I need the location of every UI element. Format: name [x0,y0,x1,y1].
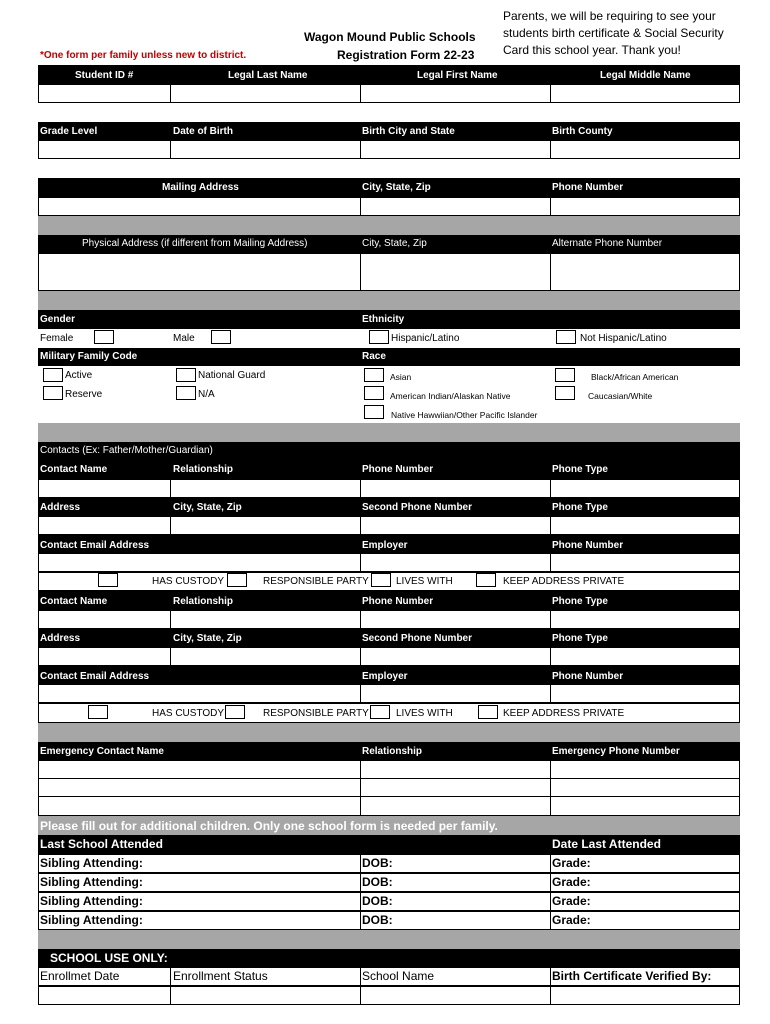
active-checkbox[interactable] [43,368,63,382]
parent-notice-line-3: Card this school year. Thank you! [503,43,681,57]
emergency-relationship-input[interactable] [360,778,551,797]
national-guard-label: National Guard [198,370,266,381]
na-label: N/A [198,389,215,400]
grade-level-input[interactable] [38,140,171,159]
school-name: Wagon Mound Public Schools [304,30,476,44]
enrollment-status-input[interactable] [170,986,361,1005]
phone-type-label: Phone Type [552,464,608,475]
second-phone-label: Second Phone Number [362,633,473,644]
hawaiian-checkbox[interactable] [364,405,384,419]
legal-middle-name-input[interactable] [550,84,740,103]
contact-phone-label: Phone Number [362,596,434,607]
not-hispanic-label: Not Hispanic/Latino [580,333,667,344]
gray-divider [38,291,740,310]
contacts-section-label: Contacts (Ex: Father/Mother/Guardian) [40,445,213,456]
alternate-phone-input[interactable] [550,253,740,291]
black-label: Black/African American [591,372,679,382]
national-guard-checkbox[interactable] [176,368,196,382]
legal-first-name-label: Legal First Name [417,70,498,81]
emergency-name-input[interactable] [38,760,361,779]
lives-with-label: LIVES WITH [396,576,453,587]
contact-address-label: Address [40,633,81,644]
sibling-grade-label: Grade: [552,856,591,870]
date-last-attended-label: Date Last Attended [552,837,661,851]
contact-city-input[interactable] [170,516,361,535]
reserve-label: Reserve [65,389,103,400]
mailing-city-input[interactable] [360,197,551,216]
birth-cert-label: Birth Certificate Verified By: [552,969,712,983]
parent-notice-line-1: Parents, we will be requiring to see your [503,9,716,23]
physical-address-input[interactable] [38,253,361,291]
keep-private-label: KEEP ADDRESS PRIVATE [503,708,625,719]
na-checkbox[interactable] [176,386,196,400]
legal-first-name-input[interactable] [360,84,551,103]
keep-private-checkbox[interactable] [476,573,496,587]
employer-phone-label: Phone Number [552,671,624,682]
asian-label: Asian [390,372,412,382]
caucasian-label: Caucasian/White [588,391,653,401]
sibling-attending-label: Sibling Attending: [40,875,143,889]
active-label: Active [65,370,93,381]
date-of-birth-label: Date of Birth [173,126,233,137]
emergency-relationship-label: Relationship [362,746,423,757]
sibling-attending-label: Sibling Attending: [40,894,143,908]
mailing-address-label: Mailing Address [162,182,239,193]
has-custody-label: HAS CUSTODY [152,708,225,719]
employer-phone-label: Phone Number [552,540,624,551]
hawaiian-label: Native Hawwiian/Other Pacific Islander [391,410,538,420]
student-id-label: Student ID # [75,70,134,81]
emergency-phone-input[interactable] [550,760,740,779]
relationship-input[interactable] [170,479,361,498]
sibling-dob-label: DOB: [362,913,393,927]
enrollment-date-label: Enrollmet Date [40,969,120,983]
school-name-input[interactable] [360,986,551,1005]
birth-cert-input[interactable] [550,986,740,1005]
phone-number-label: Phone Number [552,182,624,193]
legal-last-name-input[interactable] [170,84,361,103]
responsible-party-label: RESPONSIBLE PARTY [263,576,369,587]
relationship-label: Relationship [173,464,234,475]
contact-city-label: City, State, Zip [173,633,242,644]
sibling-attending-label: Sibling Attending: [40,913,143,927]
second-phone-label: Second Phone Number [362,502,473,513]
emergency-name-input[interactable] [38,778,361,797]
second-phone-input[interactable] [360,647,551,666]
female-label: Female [40,333,74,344]
not-hispanic-checkbox[interactable] [556,330,576,344]
emergency-relationship-input[interactable] [360,796,551,816]
reserve-checkbox[interactable] [43,386,63,400]
lives-with-checkbox[interactable] [371,573,391,587]
keep-private-checkbox[interactable] [478,705,498,719]
employer-input[interactable] [360,553,551,572]
physical-city-label: City, State, Zip [362,238,427,249]
family-note: *One form per family unless new to district. [40,50,247,61]
emergency-phone-label: Emergency Phone Number [552,746,680,757]
employer-label: Employer [362,540,408,551]
gray-divider [38,723,740,742]
has-custody-checkbox[interactable] [98,573,118,587]
school-use-title: SCHOOL USE ONLY: [50,951,168,965]
contact-email-input[interactable] [38,684,361,703]
student-id-input[interactable] [38,84,171,103]
employer-input[interactable] [360,684,551,703]
birth-county-label: Birth County [552,126,613,137]
emergency-name-input[interactable] [38,796,361,816]
form-title: Registration Form 22-23 [337,48,475,62]
has-custody-label: HAS CUSTODY [152,576,225,587]
american-indian-checkbox[interactable] [364,386,384,400]
contact-email-label: Contact Email Address [40,671,150,682]
enrollment-date-input[interactable] [38,986,171,1005]
birth-county-input[interactable] [550,140,740,159]
emergency-relationship-input[interactable] [360,760,551,779]
parent-notice-line-2: students birth certificate & Social Security [503,26,724,40]
sibling-dob-label: DOB: [362,894,393,908]
mailing-address-input[interactable] [38,197,361,216]
relationship-input[interactable] [170,610,361,629]
responsible-party-checkbox[interactable] [225,705,245,719]
american-indian-label: American Indian/Alaskan Native [390,391,511,401]
contact-city-input[interactable] [170,647,361,666]
physical-address-label: Physical Address (if different from Mailing Address) [82,238,308,249]
has-custody-checkbox[interactable] [88,705,108,719]
phone-type-label: Phone Type [552,596,608,607]
phone-type-input[interactable] [550,516,740,535]
gray-divider [38,423,740,442]
second-phone-input[interactable] [360,516,551,535]
military-family-code-label: Military Family Code [40,351,138,362]
spacer-row [38,103,740,122]
enrollment-status-label: Enrollment Status [173,969,268,983]
physical-city-input[interactable] [360,253,551,291]
legal-middle-name-label: Legal Middle Name [600,70,691,81]
male-label: Male [173,333,195,344]
keep-private-label: KEEP ADDRESS PRIVATE [503,576,625,587]
sibling-grade-label: Grade: [552,894,591,908]
sibling-grade-label: Grade: [552,875,591,889]
contact-name-input[interactable] [38,479,171,498]
emergency-phone-input[interactable] [550,796,740,816]
lives-with-checkbox[interactable] [370,705,390,719]
alternate-phone-label: Alternate Phone Number [552,238,663,249]
lives-with-label: LIVES WITH [396,708,453,719]
contact-name-input[interactable] [38,610,171,629]
contact-email-label: Contact Email Address [40,540,150,551]
black-checkbox[interactable] [555,368,575,382]
grade-level-label: Grade Level [40,126,98,137]
responsible-party-checkbox[interactable] [227,573,247,587]
female-checkbox[interactable] [94,330,114,344]
contact-address-label: Address [40,502,81,513]
mailing-city-label: City, State, Zip [362,182,431,193]
responsible-party-label: RESPONSIBLE PARTY [263,708,369,719]
employer-phone-input[interactable] [550,553,740,572]
hispanic-label: Hispanic/Latino [391,333,460,344]
birth-city-input[interactable] [360,140,551,159]
contact-phone-input[interactable] [360,479,551,498]
phone-type-input[interactable] [550,647,740,666]
contact-name-label: Contact Name [40,596,108,607]
legal-last-name-label: Legal Last Name [228,70,308,81]
gray-divider [38,216,740,235]
phone-type-input[interactable] [550,479,740,498]
gender-label: Gender [40,314,76,325]
sibling-dob-label: DOB: [362,875,393,889]
relationship-label: Relationship [173,596,234,607]
emergency-phone-input[interactable] [550,778,740,797]
contact-email-input[interactable] [38,553,361,572]
contact-address-input[interactable] [38,647,171,666]
school-name-label: School Name [362,969,435,983]
asian-checkbox[interactable] [364,368,384,382]
contact-city-label: City, State, Zip [173,502,242,513]
birth-city-label: Birth City and State [362,126,455,137]
ethnicity-label: Ethnicity [362,314,405,325]
employer-label: Employer [362,671,408,682]
contact-phone-input[interactable] [360,610,551,629]
last-school-label: Last School Attended [40,837,163,851]
military-race-header-bar [38,348,740,366]
contact-name-label: Contact Name [40,464,108,475]
male-checkbox[interactable] [211,330,231,344]
caucasian-checkbox[interactable] [555,386,575,400]
gray-divider [38,930,740,949]
sibling-grade-label: Grade: [552,913,591,927]
phone-type-label: Phone Type [552,502,608,513]
emergency-name-label: Emergency Contact Name [40,746,164,757]
contact-address-input[interactable] [38,516,171,535]
race-label: Race [362,351,386,362]
phone-type-input[interactable] [550,610,740,629]
employer-phone-input[interactable] [550,684,740,703]
hispanic-checkbox[interactable] [369,330,389,344]
date-of-birth-input[interactable] [170,140,361,159]
contact-phone-label: Phone Number [362,464,434,475]
sibling-attending-label: Sibling Attending: [40,856,143,870]
sibling-dob-label: DOB: [362,856,393,870]
phone-number-input[interactable] [550,197,740,216]
sibling-note: Please fill out for additional children. Only one school form is needed per family. [40,819,498,833]
phone-type-label: Phone Type [552,633,608,644]
